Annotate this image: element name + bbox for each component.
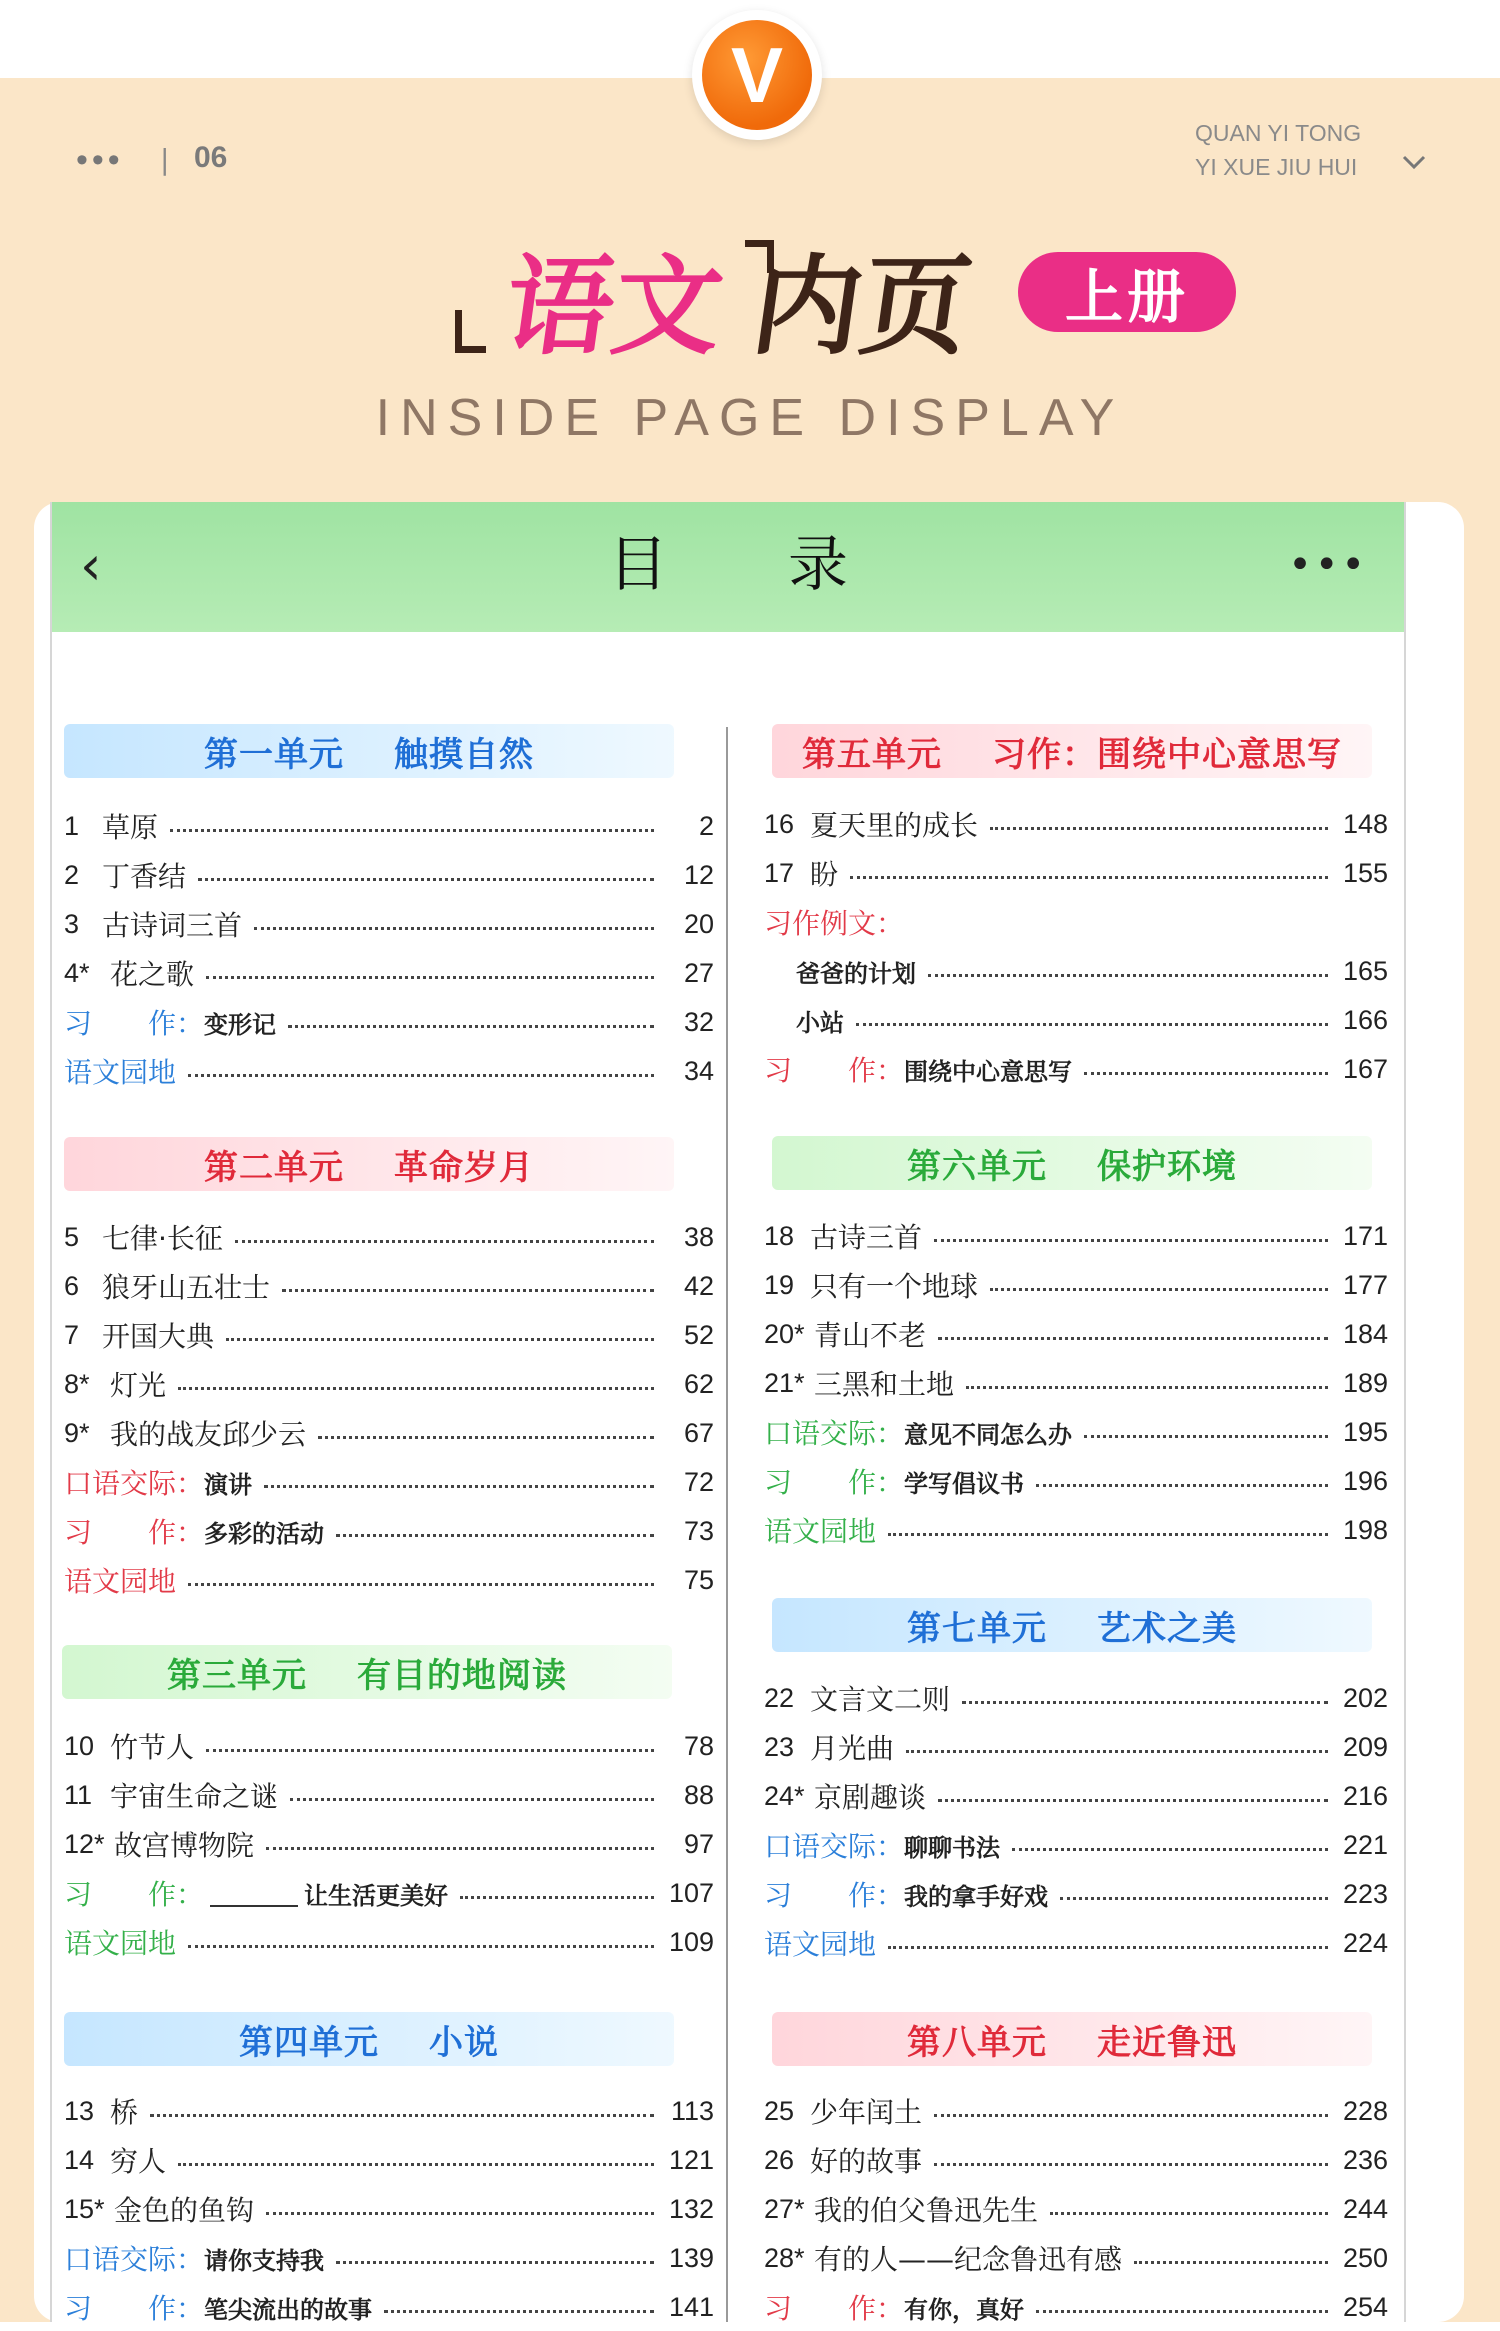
entry-number: 26 (764, 2144, 795, 2175)
dot-leader (990, 827, 1328, 830)
entry-number: 17 (764, 857, 795, 888)
entry-number: 19 (764, 1269, 795, 1300)
entry-page-number: 75 (683, 1564, 714, 1595)
dot-leader (938, 1799, 1328, 1802)
dot-leader (934, 2114, 1328, 2117)
entry-number: 3 (64, 908, 80, 939)
entry-title: 演讲 (204, 1469, 253, 1499)
entry-page-number: 244 (1342, 2193, 1388, 2224)
unit-theme: 保护环境 (1097, 1146, 1237, 1187)
entry-number: 13 (64, 2095, 95, 2126)
dot-leader (1084, 1435, 1328, 1438)
entry-title: 开国大典 (102, 1320, 215, 1353)
entry-title: 小站 (796, 1007, 844, 1037)
entry-category-label: 口语交际： (764, 1417, 905, 1450)
dot-leader (1036, 2310, 1328, 2313)
toc-entry[interactable] (64, 2283, 714, 2331)
unit-heading[interactable] (772, 1136, 1372, 1190)
unit-name: 第一单元 (204, 734, 344, 775)
dot-leader (888, 1946, 1328, 1949)
entry-page-number: 236 (1342, 2144, 1388, 2175)
heading-dark-word: 内页 (744, 245, 979, 370)
entry-page-number: 78 (683, 1730, 714, 1761)
dot-leader (1134, 2261, 1328, 2264)
entry-number: 11 (64, 1779, 93, 1810)
unit-theme: 有目的地阅读 (357, 1655, 567, 1696)
volume-badge: 上册 (1018, 252, 1236, 332)
entry-page-number: 67 (683, 1417, 714, 1448)
toc-entry[interactable] (764, 800, 1388, 848)
dot-leader (318, 1436, 654, 1439)
entry-title: 三黑和土地 (814, 1368, 955, 1401)
entry-title: 桥 (110, 2096, 139, 2129)
entry-title: 我的战友邱少云 (110, 1418, 307, 1451)
entry-number: 27* (764, 2193, 805, 2224)
entry-title: 丁香结 (102, 860, 187, 893)
dot-leader (206, 976, 654, 979)
unit-name: 第六单元 (907, 1146, 1047, 1187)
toc-entry[interactable] (764, 2283, 1388, 2331)
entry-title: 宇宙生命之谜 (110, 1780, 279, 1813)
entry-title: 请你支持我 (204, 2245, 325, 2275)
toc-entry[interactable] (764, 1506, 1388, 1554)
dot-leader (266, 1847, 654, 1850)
toc-entry[interactable] (64, 1213, 714, 1261)
unit-heading[interactable] (772, 1598, 1372, 1652)
dot-leader (1050, 2212, 1328, 2215)
entry-category-label: 口语交际： (764, 1830, 905, 1863)
entry-number: 7 (64, 1319, 80, 1350)
toc-entry[interactable] (764, 2185, 1388, 2233)
dot-leader (460, 1896, 654, 1899)
toc-entry[interactable] (764, 898, 1388, 946)
toc-entry[interactable] (764, 849, 1388, 897)
entry-title: 好的故事 (810, 2145, 923, 2178)
entry-title: 竹节人 (110, 1731, 195, 1764)
unit-theme: 走近鲁迅 (1097, 2022, 1237, 2063)
entry-title: 穷人 (110, 2145, 167, 2178)
entry-category-label: 语文园地 (64, 1565, 177, 1598)
entry-page-number: 72 (683, 1466, 714, 1497)
entry-number: 24* (764, 1780, 805, 1811)
entry-title: 青山不老 (814, 1319, 927, 1352)
entry-page-number: 109 (668, 1926, 714, 1957)
entry-page-number: 113 (670, 2095, 714, 2126)
entry-category-label: 习 作： (64, 1878, 205, 1911)
toc-entry[interactable] (64, 2185, 714, 2233)
entry-title: 爸爸的计划 (796, 958, 916, 988)
unit-theme: 触摸自然 (394, 734, 534, 775)
dot-leader (198, 878, 654, 881)
unit-name: 第四单元 (239, 2022, 379, 2063)
entry-title: 意见不同怎么办 (904, 1419, 1073, 1449)
entry-category-label: 习 作： (764, 1879, 905, 1912)
toc-entry[interactable] (764, 2087, 1388, 2135)
entry-title: 笔尖流出的故事 (204, 2294, 373, 2324)
toc-entry[interactable] (764, 947, 1388, 995)
entry-category-label: 语文园地 (764, 1515, 877, 1548)
entry-category-label: 习 作： (764, 1466, 905, 1499)
dot-leader (336, 1534, 654, 1537)
toc-entry[interactable] (64, 949, 714, 997)
dot-leader (906, 1750, 1328, 1753)
toc-entry[interactable] (64, 1869, 714, 1917)
page-number: 06 (194, 141, 228, 174)
page-subtitle: INSIDE PAGE DISPLAY (375, 389, 1125, 447)
unit-heading[interactable] (64, 2012, 674, 2066)
entry-number: 8* (64, 1368, 90, 1399)
entry-page-number: 2 (698, 810, 714, 841)
toc-entry[interactable] (64, 1771, 714, 1819)
unit-heading[interactable] (772, 2012, 1372, 2066)
toc-page (50, 502, 1406, 2325)
entry-category-label: 口语交际： (64, 1467, 205, 1500)
dot-leader (188, 1074, 654, 1077)
entry-title: 狼牙山五壮士 (102, 1271, 271, 1304)
toc-entry[interactable] (64, 1409, 714, 1457)
entry-page-number: 196 (1342, 1465, 1388, 1496)
unit-theme: 习作：围绕中心意思写 (992, 734, 1342, 775)
toc-entry[interactable] (64, 1262, 714, 1310)
entry-number: 20* (764, 1318, 805, 1349)
entry-page-number: 184 (1342, 1318, 1388, 1349)
toc-entry[interactable] (764, 1212, 1388, 1260)
dot-leader (966, 1386, 1328, 1389)
dot-leader (282, 1289, 654, 1292)
entry-category-label: 习 作： (64, 1007, 205, 1040)
toc-entry[interactable] (64, 1458, 714, 1506)
entry-page-number: 73 (683, 1515, 714, 1546)
entry-title: 故宫博物院 (114, 1829, 255, 1862)
unit-heading[interactable] (64, 1137, 674, 1191)
entry-page-number: 62 (683, 1368, 714, 1399)
brand-text (1195, 116, 1425, 184)
brand-line-2: YI XUE JIU HUI (1195, 154, 1358, 180)
toc-entry[interactable] (764, 1310, 1388, 1358)
entry-page-number: 107 (668, 1877, 714, 1908)
entry-number: 2 (64, 859, 80, 890)
logo-badge (692, 10, 822, 140)
dot-leader (888, 1533, 1328, 1536)
unit-name: 第八单元 (907, 2022, 1047, 2063)
more-dots-icon[interactable]: ••• (76, 141, 124, 179)
entry-page-number: 216 (1342, 1780, 1388, 1811)
unit-name: 第七单元 (907, 1608, 1047, 1649)
dot-leader (336, 2261, 654, 2264)
toc-entry[interactable] (64, 2234, 714, 2282)
column-divider (726, 727, 728, 2322)
entry-number: 12* (64, 1828, 105, 1859)
toc-entry[interactable] (764, 1359, 1388, 1407)
entry-title: 有你，真好 (904, 2294, 1025, 2324)
toc-entry[interactable] (764, 1045, 1388, 1093)
entry-page-number: 167 (1342, 1053, 1388, 1084)
dot-leader (1012, 1848, 1328, 1851)
entry-number: 28* (764, 2242, 805, 2273)
entry-title: 七律·长征 (102, 1222, 223, 1255)
dot-leader (264, 1485, 654, 1488)
entry-page-number: 198 (1342, 1514, 1388, 1545)
dot-leader (290, 1798, 654, 1801)
entry-number: 1 (64, 810, 80, 841)
toc-entry[interactable] (64, 802, 714, 850)
unit-name: 第三单元 (167, 1655, 307, 1696)
dot-leader (850, 876, 1328, 879)
entry-page-number: 38 (683, 1221, 714, 1252)
entry-page-number: 155 (1342, 857, 1388, 888)
entry-title: 文言文二则 (810, 1683, 951, 1716)
entry-title: 月光曲 (810, 1732, 895, 1765)
chevron-left-icon[interactable]: ‹ (80, 534, 102, 597)
entry-title: 花之歌 (110, 958, 195, 991)
entry-number: 18 (764, 1220, 795, 1251)
entry-category-label: 口语交际： (64, 2243, 205, 2276)
entry-title: 灯光 (110, 1369, 167, 1402)
entry-page-number: 27 (683, 957, 714, 988)
entry-page-number: 34 (683, 1055, 714, 1086)
entry-number: 9* (64, 1417, 90, 1448)
entry-title: 金色的鱼钩 (114, 2194, 255, 2227)
entry-page-number: 97 (683, 1828, 714, 1859)
entry-page-number: 88 (683, 1779, 714, 1810)
entry-page-number: 12 (683, 859, 714, 890)
toc-entry[interactable] (64, 1311, 714, 1359)
bracket-left-decoration (455, 310, 486, 353)
entry-page-number: 228 (1342, 2095, 1388, 2126)
entry-title: 围绕中心意思写 (904, 1056, 1073, 1086)
toc-entry[interactable] (64, 900, 714, 948)
toc-entry[interactable] (64, 1722, 714, 1770)
unit-heading[interactable] (64, 724, 674, 778)
entry-title: 盼 (810, 858, 839, 891)
entry-category-label: 语文园地 (64, 1056, 177, 1089)
fill-blank-line (210, 1879, 298, 1907)
entry-number: 10 (64, 1730, 95, 1761)
entry-title: 草原 (102, 811, 159, 844)
toc-entry[interactable] (764, 1408, 1388, 1456)
entry-page-number: 52 (683, 1319, 714, 1350)
more-dots-icon[interactable]: ••• (1288, 542, 1368, 588)
dot-leader (928, 974, 1328, 977)
toc-header (52, 502, 1404, 632)
entry-title: 聊聊书法 (904, 1832, 1001, 1862)
entry-page-number: 189 (1342, 1367, 1388, 1398)
entry-number: 21* (764, 1367, 805, 1398)
toc-entry[interactable] (764, 1772, 1388, 1820)
toc-entry[interactable] (764, 1261, 1388, 1309)
entry-page-number: 132 (668, 2193, 714, 2224)
chevron-down-icon[interactable] (1400, 150, 1428, 178)
entry-page-number: 32 (683, 1006, 714, 1037)
toc-entry[interactable] (764, 2234, 1388, 2282)
entry-page-number: 171 (1342, 1220, 1388, 1251)
entry-title: 古诗三首 (810, 1221, 923, 1254)
toc-title: 目录 (608, 530, 968, 600)
toc-entry[interactable] (64, 1047, 714, 1095)
toc-entry[interactable] (764, 1723, 1388, 1771)
toc-entry[interactable] (764, 996, 1388, 1044)
toc-entry[interactable] (764, 1821, 1388, 1869)
entry-category-label: 习 作： (764, 2292, 905, 2325)
entry-number: 6 (64, 1270, 80, 1301)
entry-page-number: 20 (683, 908, 714, 939)
entry-category-label: 语文园地 (764, 1928, 877, 1961)
entry-page-number: 195 (1342, 1416, 1388, 1447)
dot-leader (188, 1583, 654, 1586)
toc-entry[interactable] (764, 2136, 1388, 2184)
toc-entry[interactable] (64, 1360, 714, 1408)
dot-leader (178, 2163, 654, 2166)
entry-page-number: 121 (668, 2144, 714, 2175)
dot-leader (188, 1945, 654, 1948)
dot-leader (254, 927, 654, 930)
entry-number: 22 (764, 1682, 795, 1713)
entry-category-label: 习 作： (64, 2292, 205, 2325)
entry-number: 15* (64, 2193, 105, 2224)
dot-leader (934, 2163, 1328, 2166)
toc-entry[interactable] (64, 2087, 714, 2135)
dot-leader (178, 1387, 654, 1390)
dot-leader (235, 1240, 654, 1243)
dot-leader (856, 1023, 1328, 1026)
entry-number: 25 (764, 2095, 795, 2126)
entry-category-label: 语文园地 (64, 1927, 177, 1960)
unit-name: 第二单元 (204, 1147, 344, 1188)
dot-leader (150, 2114, 654, 2117)
entry-title: 只有一个地球 (810, 1270, 979, 1303)
entry-page-number: 221 (1342, 1829, 1388, 1860)
entry-section-label: 习作例文： (764, 907, 905, 940)
entry-title: 学写倡议书 (904, 1468, 1025, 1498)
unit-theme: 革命岁月 (394, 1147, 534, 1188)
entry-title: 夏天里的成长 (810, 809, 979, 842)
entry-page-number: 148 (1342, 808, 1388, 839)
entry-title: 变形记 (204, 1009, 277, 1039)
entry-title: 古诗词三首 (102, 909, 243, 942)
entry-page-number: 141 (668, 2291, 714, 2322)
dot-leader (266, 2212, 654, 2215)
unit-theme: 小说 (429, 2022, 499, 2063)
entry-title: 少年闰土 (810, 2096, 923, 2129)
entry-page-number: 139 (668, 2242, 714, 2273)
entry-number: 4* (64, 957, 90, 988)
dot-leader (1036, 1484, 1328, 1487)
dot-leader (938, 1337, 1328, 1340)
unit-name: 第五单元 (802, 734, 942, 775)
toc-entry[interactable] (764, 1919, 1388, 1967)
toc-entry[interactable] (764, 1457, 1388, 1505)
entry-category-label: 习 作： (64, 1516, 205, 1549)
separator: | (160, 143, 170, 176)
entry-title: 我的拿手好戏 (904, 1881, 1049, 1911)
entry-title: 有的人——纪念鲁迅有感 (814, 2243, 1123, 2276)
entry-number: 5 (64, 1221, 80, 1252)
toc-entry[interactable] (64, 2136, 714, 2184)
dot-leader (288, 1025, 654, 1028)
unit-heading[interactable] (772, 724, 1372, 778)
entry-page-number: 224 (1342, 1927, 1388, 1958)
toc-entry[interactable] (64, 1556, 714, 1604)
entry-number: 23 (764, 1731, 795, 1762)
entry-category-label: 习 作： (764, 1054, 905, 1087)
toc-entry[interactable] (764, 1870, 1388, 1918)
dot-leader (1084, 1072, 1328, 1075)
toc-entry[interactable] (64, 851, 714, 899)
entry-title: 多彩的活动 (204, 1518, 325, 1548)
entry-title: 我的伯父鲁迅先生 (814, 2194, 1039, 2227)
entry-page-number: 223 (1342, 1878, 1388, 1909)
toc-entry[interactable] (64, 1507, 714, 1555)
toc-entry[interactable] (764, 1674, 1388, 1722)
dot-leader (990, 1288, 1328, 1291)
dot-leader (1060, 1897, 1328, 1900)
entry-page-number: 209 (1342, 1731, 1388, 1762)
entry-page-number: 202 (1342, 1682, 1388, 1713)
entry-number: 16 (764, 808, 795, 839)
entry-page-number: 165 (1342, 955, 1388, 986)
unit-theme: 艺术之美 (1097, 1608, 1237, 1649)
dot-leader (206, 1749, 654, 1752)
dot-leader (934, 1239, 1328, 1242)
toc-entry[interactable] (64, 1918, 714, 1966)
dot-leader (962, 1701, 1328, 1704)
entry-page-number: 250 (1342, 2242, 1388, 2273)
entry-number: 14 (64, 2144, 95, 2175)
dot-leader (170, 829, 654, 832)
dot-leader (226, 1338, 654, 1341)
entry-title: 让生活更美好 (304, 1880, 449, 1910)
entry-page-number: 42 (683, 1270, 714, 1301)
unit-heading[interactable] (62, 1645, 672, 1699)
dot-leader (384, 2310, 654, 2313)
entry-page-number: 177 (1342, 1269, 1388, 1300)
toc-entry[interactable] (64, 998, 714, 1046)
logo-letter: V (702, 20, 812, 130)
entry-page-number: 166 (1342, 1004, 1388, 1035)
heading-pink-word: 语文 (496, 245, 731, 370)
entry-title: 京剧趣谈 (814, 1781, 927, 1814)
toc-entry[interactable] (64, 1820, 714, 1868)
brand-line-1: QUAN YI TONG (1195, 120, 1362, 146)
entry-page-number: 254 (1342, 2291, 1388, 2322)
